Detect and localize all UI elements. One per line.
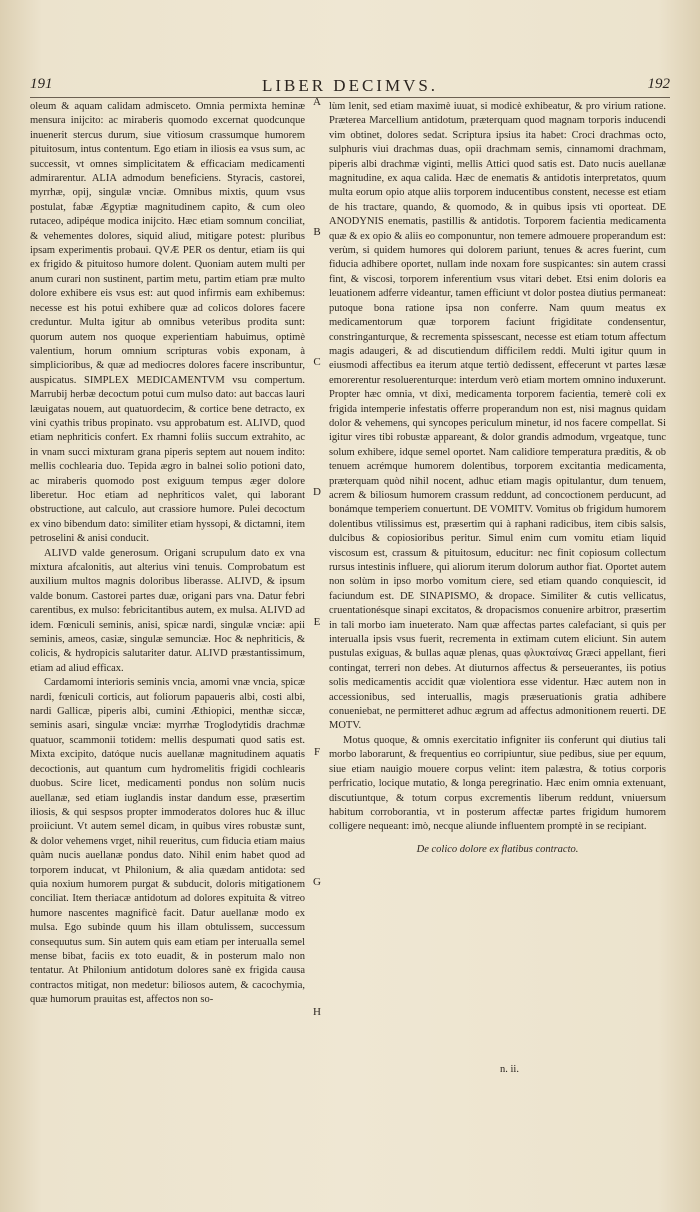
right-column bbox=[329, 100, 666, 857]
page-header bbox=[30, 76, 670, 98]
margin-letter: G bbox=[313, 876, 321, 888]
margin-letter: F bbox=[313, 746, 321, 758]
margin-letter: B bbox=[313, 226, 321, 238]
margin-letter: E bbox=[313, 616, 321, 628]
header-rule bbox=[30, 97, 670, 98]
margin-letters bbox=[306, 0, 328, 1212]
left-column bbox=[30, 100, 305, 1008]
paragraph: ALIVD valde generosum. Origani scrupulum dato ex vna mixtura afcalonitis, aut alterius vini tenuis. Comprobatum est auxilium multos magnis doloribus liberasse. ALIVD, & ipsum valde bonum. Castorei partes duæ, origani pars vna. Datur febri carentibus, ex mulso: febricitantibus autem, ex mulsa. ALIVD ad idem. Fœniculi seminis, anisi, spicæ nardi, singulæ vnciæ: apii seminis, ameos, casiæ, singulæ semunciæ. Hoc & nephriticis, & colicis, & hydropicis salutariter datur. ALIVD præstantissimum, etiam ad aliud efficax. bbox=[30, 547, 305, 674]
paragraph: Motus quoque, & omnis exercitatio infigniter iis conferunt qui diutius tali morbo laborarunt, & frequentius eo corripiuntur, siue pedibus, siue per equum, siue etiam nauigio mouere corpus velint: item palæstra, & totius corporis perfricatio, locique mutatio, & longa peregrinatio. Hæc enim omnia extenuant, discutiuntque, & totum corpus excrementis liberum reddunt, vniuersum habitum corroborantia, vt in posterum affectæ partes frigidum humorem colligere nequeant: imò, necque aliunde influentem promptè in se recipiant. bbox=[329, 734, 666, 833]
margin-letter: C bbox=[313, 356, 321, 368]
page-number-right: 192 bbox=[647, 76, 670, 92]
paragraph: oleum & aquam calidam admisceto. Omnia permixta heminæ mensura inijcito: ac miraberis quomodo excernat quodcunque inuenerit stercus durum, siue vitiosum crassumque humorem pituitosum, intus contentum. Ego etiam in iliosis ea vsus sum, ac successit, vt omnes simplicitatem & efficaciam medicamenti admirarentur. ALIA admodum beneficiens. Styracis, castorei, myrrhæ, opij, singulæ vnciæ. Omnibus mixtis, quum vsus postulat, fabæ Ægyptiæ magnitudinem capito, & cum oleo rutaceo, adipéque modica inijcito. Hæc etiam somnum conciliat, & vehementes dolores, siquid aliud, mitigare potest: pluribus ipsam experimentis probaui. QVÆ PER os dentur, etiam iis qui ex frigido & pituitoso humore dolent. Quoniam autem multi per anum curari non sustinent, partim metu, partim etiam præ multo dolore exhibere eis vsus est: aut quod infirmis eam exhibemus: necesse est his potui exhibere quæ ad colicos dolores facere creduntur. Multa igitur ab omnibus veteribus prodita sunt: quorum autem nos quoque experientiam habuimus, optimè valentium, horum omnium scripturas vobis exponam, à simplicioribus, & quæ ad mediocres dolores facere inscribuntur, auspicatus. SIMPLEX MEDICAMENTVM vsu compertum. Marrubij herbæ decoctum potui cum mulso dato: aut baccas lauri læuigatas nouem, aut quatuordecim, & cortice bene detracto, ex vini cyathis tribus propinato. vsu approbatum est. ALIVD, quod etiam nephriticis confert. Ex rhamni foliis succum extrahito, ac in vnam succi mixturam grana piperis septem aut nouem indito: mellis cochlearia duo. Tepida ægro in balnei solio potioni dato, ac miraberis quomodo post exiguum tempus æger dolore liberetur. Hoc etiam ad nephriticos valet, qui laborant obstructione, aut calculo, aut crassiore humore. Pulei decoctum ex vino bibendum dato: similiter etiam hyssopi, & dictamni, item petroselini & anisi conducit. bbox=[30, 101, 305, 545]
margin-letter: D bbox=[313, 486, 321, 498]
paragraph: lùm lenit, sed etiam maximè iuuat, si modicè exhibeatur, & pro virium ratione. Præterea Marcellium antidotum, præterquam quod magnam torporis inducendi vim obtinet, dolores sedat. Scriptura ipsius ita habet: Croci drachmas octo, sulphuris viui drachmas duas, opii drachmam semis, cinnamomi drachmam, piperis albi drachmæ viginti, mellis Attici quod satis est. Dato nucis auellanæ magnitudine, ex aqua calida. Hæc de enematis & antidotis interpretatos, quum multa eorum opio atque aliis torporem inducentibus constent, necesse est etiam de his tractare, quando, & quomodo, & in quibus ipsis vti oporteat. DE ANODYNIS enematis, pastillis & antidotis. Torporem facientia medicamenta quæ & ex opio & aliis eo componuntur, non temere admouere properandum est: verùm, si quidem humores qui dolorem pariunt, tenues & acres fuerint, cum fiducia adhibere oportet, nullam inde noxam fore suspicantes: sin autem crassi fint, & viscosi, torporem inferentium vsus vitari debet. Etsi enim doloris ea leuationem adferre videantur, tamen efficiunt vt dolor postea diutius permaneat: putoque bona ratione ipsa non conferre. Nam quum meatus ex medicamentorum quæ torporem faciunt frigiditate condensentur, constringanturque, & recrementa spissescant, necesse est etiam totum affectum magis adaugeri, & ad discutiendum difficilem reddi. Multi igitur quum in eiusmodi affectibus ea iterum atque tertiò dedissent, effecerunt vt partes læsæ emorerentur resoluerenturque: interdum verò etiam mortem omnino induxerunt. Propter hæc omnia, vt dixi, medicamenta torporem facientia, temerè coli ex frigida intemperie infestatis offerre properandum non est, nisi magnus quidam dolor & vehemens, qui syncopes periculum minetur, id nos facere compellat. Si igitur vires tibi robustæ appareant, & dolor grandis admodum, vrgeatque, tunc solum exhibere, idque semel oportet. Nam calidiore temperatura præditis, & ob tenuem acrémque humorem dolentibus, torporem excitantia medicamenta, præterquam quòd nihil nocent, adhuc etiam magis opitulantur, dum tenuem, acrem & biliosum humorem crassum reddunt, ad concoctionem perducunt, ad bonámque temperiem conuertunt. DE VOMITV. Vomitus ob frigidum humorem dolentibus vtilissimus est, præsertim qui à raphani radicibus, item cibis salsis, dulcibus & copiosioribus peritur. Simul enim cum vomitu etiam liquid viscosum est, crassum & pituitosum, educitur: nec finit copiosum collectum rursus intestinis influere, qui aliorum iterum dolorum author fiat. Oportet autem non solùm in ipso morbo vomitum ciere, sed etiam quando conquiescit, id faciundum est. DE SINAPISMO, & dropace. Similiter & cutis vellicatus, cruentationésque sinapi excitatos, & dropacismos conuenire arbitror, præsertim in tali morbo iam inueterato. Nam quæ affectas partes calefaciant, si quis per interualla ipsis vsus fuerit, recrementa in extimam cutem eliciunt. Sin autem pustulas exiguas, & bullas aquæ plenas, quas φλυκταίνας Græci appellant, fieri contingat, terreri non debes. At diuturnos affectus & perseuerantes, iis potius solis medicamentis accidit quæ violentiora esse videntur. Hæc autem non in accessionibus, sed interuallis, magis præseruationis gratia adhibere conueniebat, ne permitteret adhuc ægrum ad affectus admonitionem reuerti. DE MOTV. bbox=[329, 101, 666, 732]
margin-letter: A bbox=[313, 96, 321, 108]
page-number-left: 191 bbox=[30, 76, 53, 92]
section-heading: De colico dolore ex flatibus contracto. bbox=[416, 843, 579, 855]
margin-letter: H bbox=[313, 1006, 321, 1018]
paragraph: Cardamomi interioris seminis vncia, amomi vnæ vncia, spicæ nardi, fœniculi corticis, aut foliorum papaueris albi, costi albi, nardi Gallicæ, piperis albi, cumini Æthiopici, menthæ siccæ, seminis asari, singulæ vnciæ: myrrhæ Troglodytidis drachmæ quatuor, scammonii totidem: mellis despumati quod satis est. Mixta excipito, datóque nucis auellanæ magnitudinem aquatis decoctionis, aut quantum cum hydromelitis frigidi cochlearis duobus. Scire licet, medicamenti pondus non solùm nucis auellanæ, sed etiam iuglandis instar dandum esse, præsertim iliosis, & qui sespsos propter immoderatos dolores huc & illuc proiiciunt. Vt autem semel dicam, in quibus vires robustæ sunt, & dolor vehemens vrget, nihil reueritus, cum fiducia etiam maius quàm nucis auellanæ pondus dato. Nihil enim habet quod ad torporem inducat, vt Philonium, & alia quædam antidota: sed quia noxium humorem purgat & subducit, doloris mitigationem conciliat. Item theriacæ antidotum ad dolores expituita & vitreo humore nascentes magnificè facit. Datur auellanæ modo ex mulsa. Ego subinde quum his illam obtulissem, successum consequutus sum. Sin autem quis eam etiam per interualla semel mense bibat, faciis ex toto euadit, & in posterum malo non tentatur. At Philonium antidotum dolores sanè ex frigida causa contractos mitigat, non medetur: biliosos autem, & cacochymia, quæ humorum prauitas est, affectos non so- bbox=[30, 677, 305, 1006]
signature-mark: n. ii. bbox=[500, 1064, 519, 1075]
running-title: LIBER DECIMVS. bbox=[261, 76, 439, 95]
